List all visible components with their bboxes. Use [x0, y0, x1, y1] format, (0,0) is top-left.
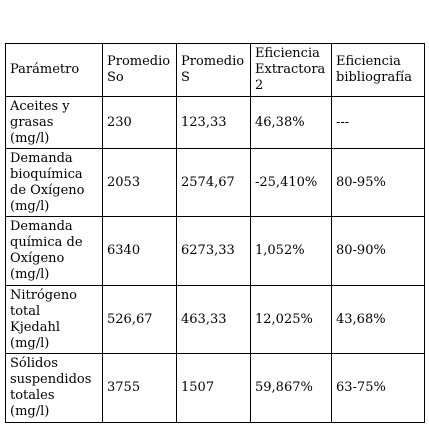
- cell-promedio-s: 6273,33: [177, 217, 251, 286]
- header-promedio-s: Promedio S: [177, 44, 251, 97]
- cell-promedio-so: 230: [103, 97, 177, 149]
- cell-parametro: Sólidos suspendidos totales (mg/l): [6, 354, 103, 423]
- cell-parametro: Demanda bioquímica de Oxígeno (mg/l): [6, 149, 103, 217]
- cell-parametro: Demanda química de Oxígeno (mg/l): [6, 217, 103, 286]
- table-row: [6, 217, 425, 286]
- cell-promedio-s: 123,33: [177, 97, 251, 149]
- cell-promedio-s: 1507: [177, 354, 251, 423]
- cell-promedio-s: 463,33: [177, 286, 251, 354]
- table-header-row: [6, 44, 425, 97]
- header-eficiencia-bibliografia: Eficiencia bibliografía: [332, 44, 425, 97]
- header-parametro: Parámetro: [6, 44, 103, 97]
- parameters-table: [5, 43, 425, 423]
- cell-promedio-so: 6340: [103, 217, 177, 286]
- header-eficiencia-extractora: Eficiencia Extractora 2: [251, 44, 332, 97]
- cell-promedio-so: 2053: [103, 149, 177, 217]
- table-row: [6, 354, 425, 423]
- cell-eficiencia-extractora: 12,025%: [251, 286, 332, 354]
- cell-eficiencia-bibliografia: 43,68%: [332, 286, 425, 354]
- cell-eficiencia-bibliografia: 80-95%: [332, 149, 425, 217]
- cell-eficiencia-bibliografia: 80-90%: [332, 217, 425, 286]
- table-row: [6, 97, 425, 149]
- cell-eficiencia-extractora: -25,410%: [251, 149, 332, 217]
- table-row: [6, 149, 425, 217]
- cell-promedio-so: 526,67: [103, 286, 177, 354]
- cell-eficiencia-bibliografia: 63-75%: [332, 354, 425, 423]
- header-promedio-so: Promedio So: [103, 44, 177, 97]
- cell-parametro: Aceites y grasas (mg/l): [6, 97, 103, 149]
- cell-eficiencia-extractora: 1,052%: [251, 217, 332, 286]
- cell-promedio-so: 3755: [103, 354, 177, 423]
- cell-promedio-s: 2574,67: [177, 149, 251, 217]
- cell-eficiencia-extractora: 59,867%: [251, 354, 332, 423]
- cell-eficiencia-bibliografia: ---: [332, 97, 425, 149]
- table-row: [6, 286, 425, 354]
- cell-parametro: Nitrógeno total Kjedahl (mg/l): [6, 286, 103, 354]
- cell-eficiencia-extractora: 46,38%: [251, 97, 332, 149]
